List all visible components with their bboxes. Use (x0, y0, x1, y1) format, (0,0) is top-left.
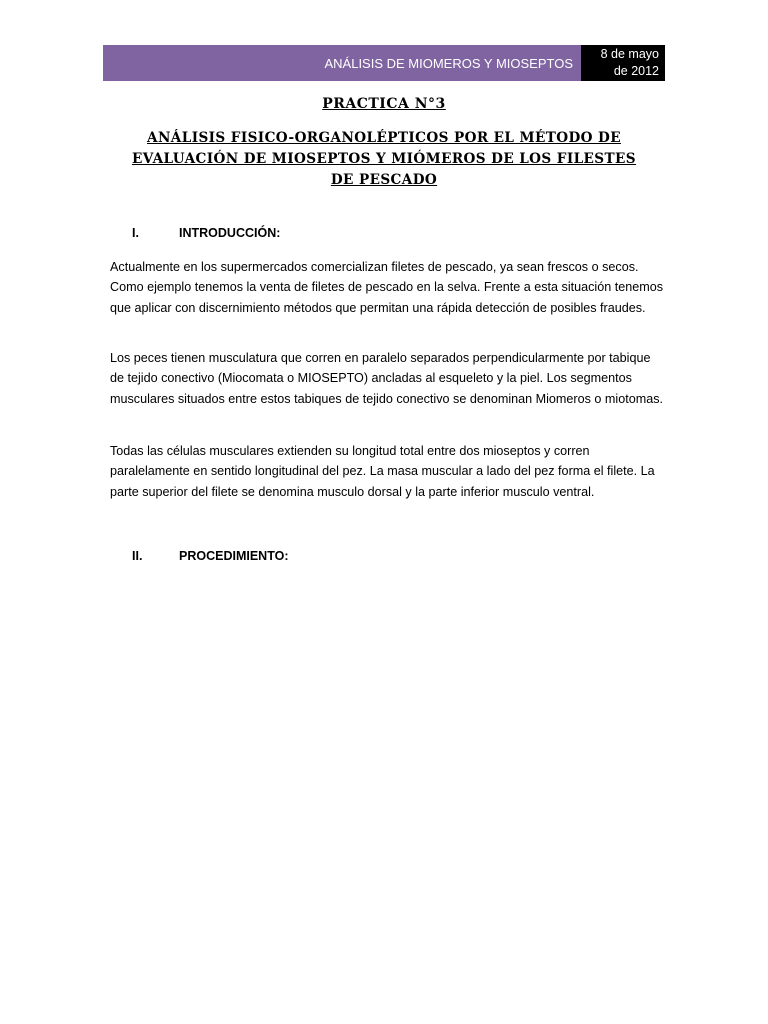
section-heading-procedimiento (132, 549, 289, 563)
intro-paragraph-1: Actualmente en los supermercados comercializan filetes de pescado, ya sean frescos o secos. Como ejemplo tenemos la venta de filetes de pescado en la selva. Frente a esta situación tenemos que aplicar con discernimiento métodos que permitan una rápida detección de posibles fraudes. (110, 260, 664, 315)
section-heading-introduccion (132, 226, 280, 240)
section-title: PROCEDIMIENTO: (179, 549, 289, 563)
section-title: INTRODUCCIÓN: (179, 226, 281, 240)
header-title: ANÁLISIS DE MIOMEROS Y MIOSEPTOS (324, 55, 573, 71)
practice-title: PRACTICA N°3 (322, 96, 446, 112)
main-title: ANÁLISIS FISICO-ORGANOLÉPTICOS POR EL MÉTODO DE EVALUACIÓN DE MIOSEPTOS Y MIÓMEROS DE LOS FILESTES DE PESCADO (131, 130, 637, 188)
intro-paragraph-3: Todas las células musculares extienden su longitud total entre dos mioseptos y corren paralelamente en sentido longitudinal del pez. La masa muscular a lado del pez forma el filete. La parte superior del filete se denomina musculo dorsal y la parte inferior musculo ventral. (110, 444, 655, 499)
section-number: II. (132, 549, 143, 563)
header-date-box (581, 45, 665, 81)
intro-paragraph-2: Los peces tienen musculatura que corren en paralelo separados perpendicularmente por tabique de tejido conectivo (Miocomata o MIOSEPTO) ancladas al esqueleto y la piel. Los segmentos musculares situados entre estos tabiques de tejido conectivo se denominan Miomeros o miotomas. (110, 351, 664, 406)
header-date-line2: de 2012 (613, 64, 659, 78)
header-date-line1: 8 de mayo (600, 47, 659, 61)
header-title-band (103, 45, 581, 81)
section-number: I. (132, 226, 139, 240)
